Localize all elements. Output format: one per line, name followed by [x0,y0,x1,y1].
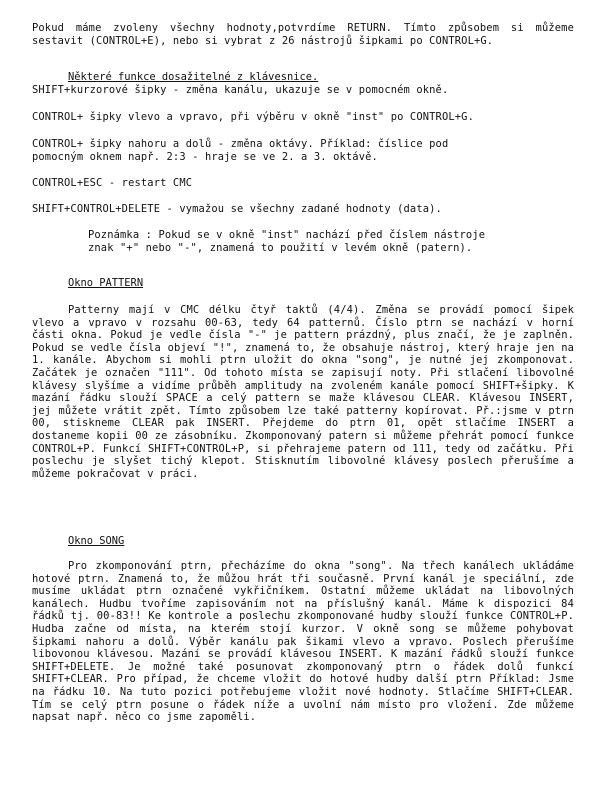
function-item-restart: CONTROL+ESC - restart CMC [32,177,193,189]
pattern-paragraph: Patterny mají v CMC délku čtyř taktů (4/4). Změna se provádí pomocí šipek vlevo a vpravo v rozsahu 00-63, tedy 64 patternů. Číslo ptrn se nachází v horní části okna. Pokud je vedle čísla "-" je pattern prázdný, plus značí, že je zaplněn. Pokud se vedle čísla objeví "!", znamená to, že obsahuje nástroj, který hraje jen na 1. kanále. Abychom si mohli ptrn uložit do okna "song", je nutné jej zkomponovat. Začátek je označen "111". Od tohoto místa se zapisují noty. Při stlačení libovolné klávesy slyšíme a vidíme průběh amplitudy na zvoleném kanále pomocí SHIFT+šipky. K mazání řádku slouží SPACE a celý pattern se maže klávesou CLEAR. Klávesou INSERT, jej můžete vrátit zpět. Tímto způsobem lze také patterny kopírovat. Př.:jsme v ptrn 00, stiskneme CLEAR pak INSERT. Přejdeme do ptrn 01, opět stlačíme INSERT a dostaneme kopii 00 ze zásobníku. Zkomponovaný patern si můžeme přehrát pomocí funkce CONTROL+P. Funkcí SHIFT+CONTROL+P, si přehrajeme patern od 111, tedy od začátku. Při poslechu je slyšet tichý klepot. Stisknutím libovolné klávesy poslech přerušíme a můžeme pokračovat v práci. [32,304,574,480]
note-paragraph: Poznámka : Pokud se v okně "inst" nachází před číslem nástroje znak "+" nebo "-", znamená to použití v levém okně (patern). [88,229,486,254]
song-paragraph: Pro zkomponování ptrn, přecházíme do okna "song". Na třech kanálech ukládáme hotové ptrn. Znamená to, že můžou hrát tři současně. První kanál je speciální, zde musíme ukládat ptrn označené vykřičníkem. Ostatní můžeme ukládat na libovolných kanálech. Hudbu tvoříme zapisováním not na příslušný kanál. Máme k dispozici 84 řádků tj. 00-83!! Ke kontrole a poslechu zkomponované hudby slouží funkce CONTROL+P. Hudba začne od místa, na kterém stojí kurzor. V okně song se můžeme pohybovat šipkami nahoru a dolů. Výběr kanálu pak šikami vlevo a vpravo. Poslech přerušíme libovonou klávesou. Mazání se provádí klávesou INSERT. K mazání řádků slouží funkce SHIFT+DELETE. Je možné také posunovat zkomponovaný ptrn o řádek dolů funkcí SHIFT+CLEAR. Pro případ, že chceme vložit do hotové hudby další ptrn Příklad: Jsme na řádku 10. Na tuto pozici potřebujeme vložit nové hodnoty. Stlačíme SHIFT+CLEAR. Tím se celý ptrn posune o řádek níže a uvolní nám místo pro vložení. Zde můžeme napsat např. něco co jsme zapoměli. [32,560,574,724]
song-heading: Okno SONG [68,535,125,547]
function-item-inst: CONTROL+ šipky vlevo a vpravo, při výběru v okně "inst" po CONTROL+G. [32,111,474,123]
function-item-clear-all: SHIFT+CONTROL+DELETE - vymažou se všechny zadané hodnoty (data). [32,203,442,215]
intro-paragraph: Pokud máme zvoleny všechny hodnoty,potvrdíme RETURN. Tímto způsobem si můžeme sestavit (CONTROL+E), nebo si vybrat z 26 nástrojů šipkami po CONTROL+G. [32,22,574,47]
functions-heading: Některé funkce dosažitelné z klávesnice. [68,71,319,83]
pattern-heading: Okno PATTERN [68,277,144,289]
function-item-octave: CONTROL+ šipky nahoru a dolů - změna oktávy. Příklad: číslice pod pomocným oknem např. 2:3 - hraje se ve 2. a 3. oktávě. [32,138,449,163]
function-item-channel: SHIFT+kurzorové šipky - změna kanálu, ukazuje se v pomocném okně. [32,84,449,96]
